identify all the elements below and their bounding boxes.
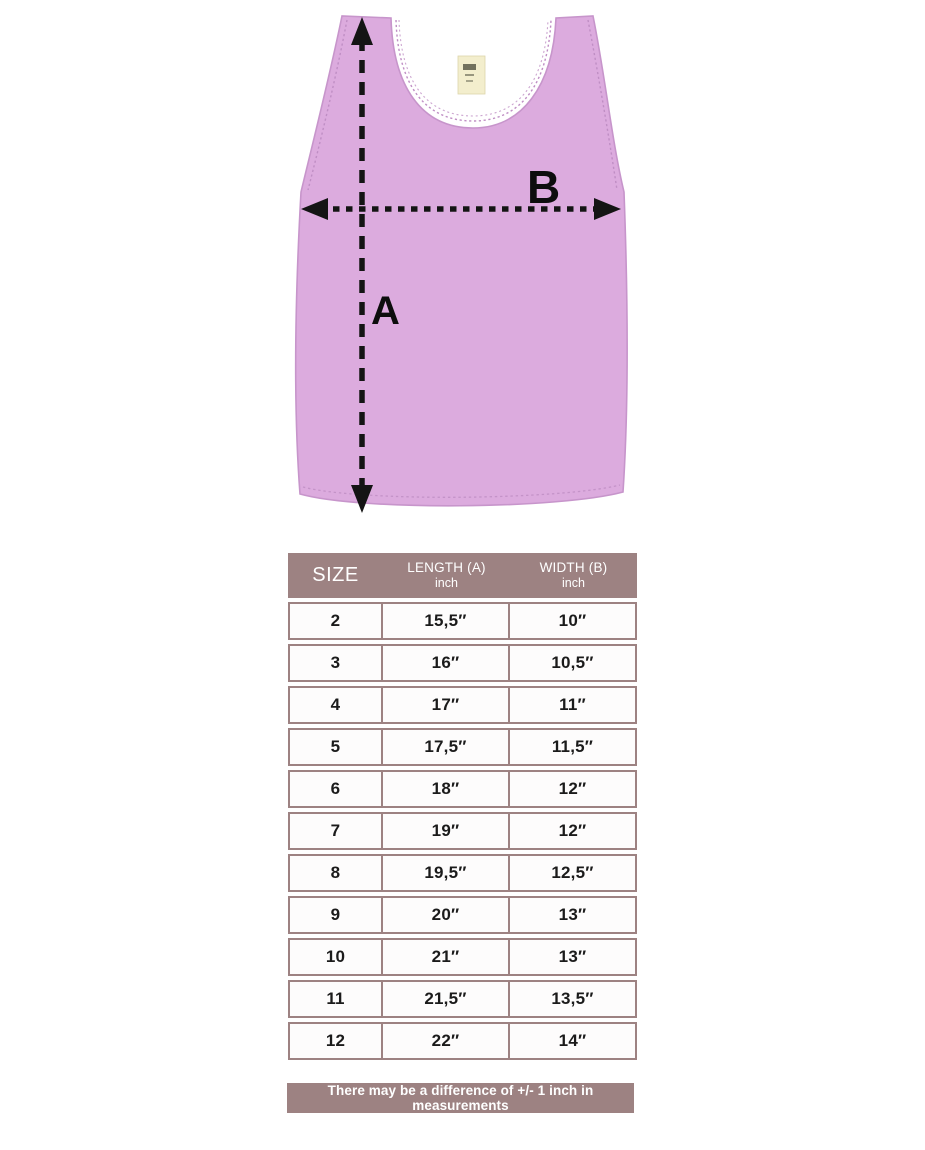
size-chart-header [288,553,637,598]
size-cell: 11 [288,980,383,1018]
size-row [288,938,637,976]
measurement-disclaimer: There may be a difference of +/- 1 inch in measurements [287,1083,634,1113]
header-width-label: WIDTH (B) [539,560,608,575]
header-length-label: LENGTH (A) [407,560,486,575]
length-cell: 19″ [383,812,510,850]
measurement-figure [0,0,925,540]
size-chart-body [288,602,637,1060]
size-cell: 7 [288,812,383,850]
width-cell: 10″ [510,602,637,640]
length-cell: 17,5″ [383,728,510,766]
size-row [288,1022,637,1060]
length-cell: 16″ [383,644,510,682]
length-cell: 20″ [383,896,510,934]
width-cell: 13″ [510,896,637,934]
size-row [288,644,637,682]
size-row [288,980,637,1018]
care-tag [458,56,485,94]
width-cell: 12,5″ [510,854,637,892]
tank-top-diagram [0,0,925,540]
size-cell: 4 [288,686,383,724]
length-cell: 21,5″ [383,980,510,1018]
width-cell: 11,5″ [510,728,637,766]
width-cell: 13″ [510,938,637,976]
length-cell: 17″ [383,686,510,724]
size-row [288,896,637,934]
width-cell: 11″ [510,686,637,724]
width-cell: 13,5″ [510,980,637,1018]
width-cell: 12″ [510,812,637,850]
width-cell: 14″ [510,1022,637,1060]
length-letter-label: A [371,289,400,333]
header-width-unit: inch [562,576,585,590]
length-cell: 21″ [383,938,510,976]
width-cell: 12″ [510,770,637,808]
header-length [383,553,510,598]
size-chart-table-wrap [288,549,637,1064]
length-cell: 15,5″ [383,602,510,640]
header-width [510,553,637,598]
size-cell: 8 [288,854,383,892]
size-cell: 6 [288,770,383,808]
size-row [288,812,637,850]
size-chart-table [288,549,637,1064]
header-size: SIZE [288,553,383,598]
size-row [288,602,637,640]
size-row [288,686,637,724]
size-row [288,770,637,808]
size-row [288,854,637,892]
width-cell: 10,5″ [510,644,637,682]
length-cell: 19,5″ [383,854,510,892]
size-cell: 3 [288,644,383,682]
size-cell: 12 [288,1022,383,1060]
size-cell: 9 [288,896,383,934]
width-letter-label: B [527,161,561,213]
size-cell: 2 [288,602,383,640]
length-cell: 22″ [383,1022,510,1060]
size-cell: 5 [288,728,383,766]
length-cell: 18″ [383,770,510,808]
size-cell: 10 [288,938,383,976]
header-length-unit: inch [435,576,458,590]
size-row [288,728,637,766]
